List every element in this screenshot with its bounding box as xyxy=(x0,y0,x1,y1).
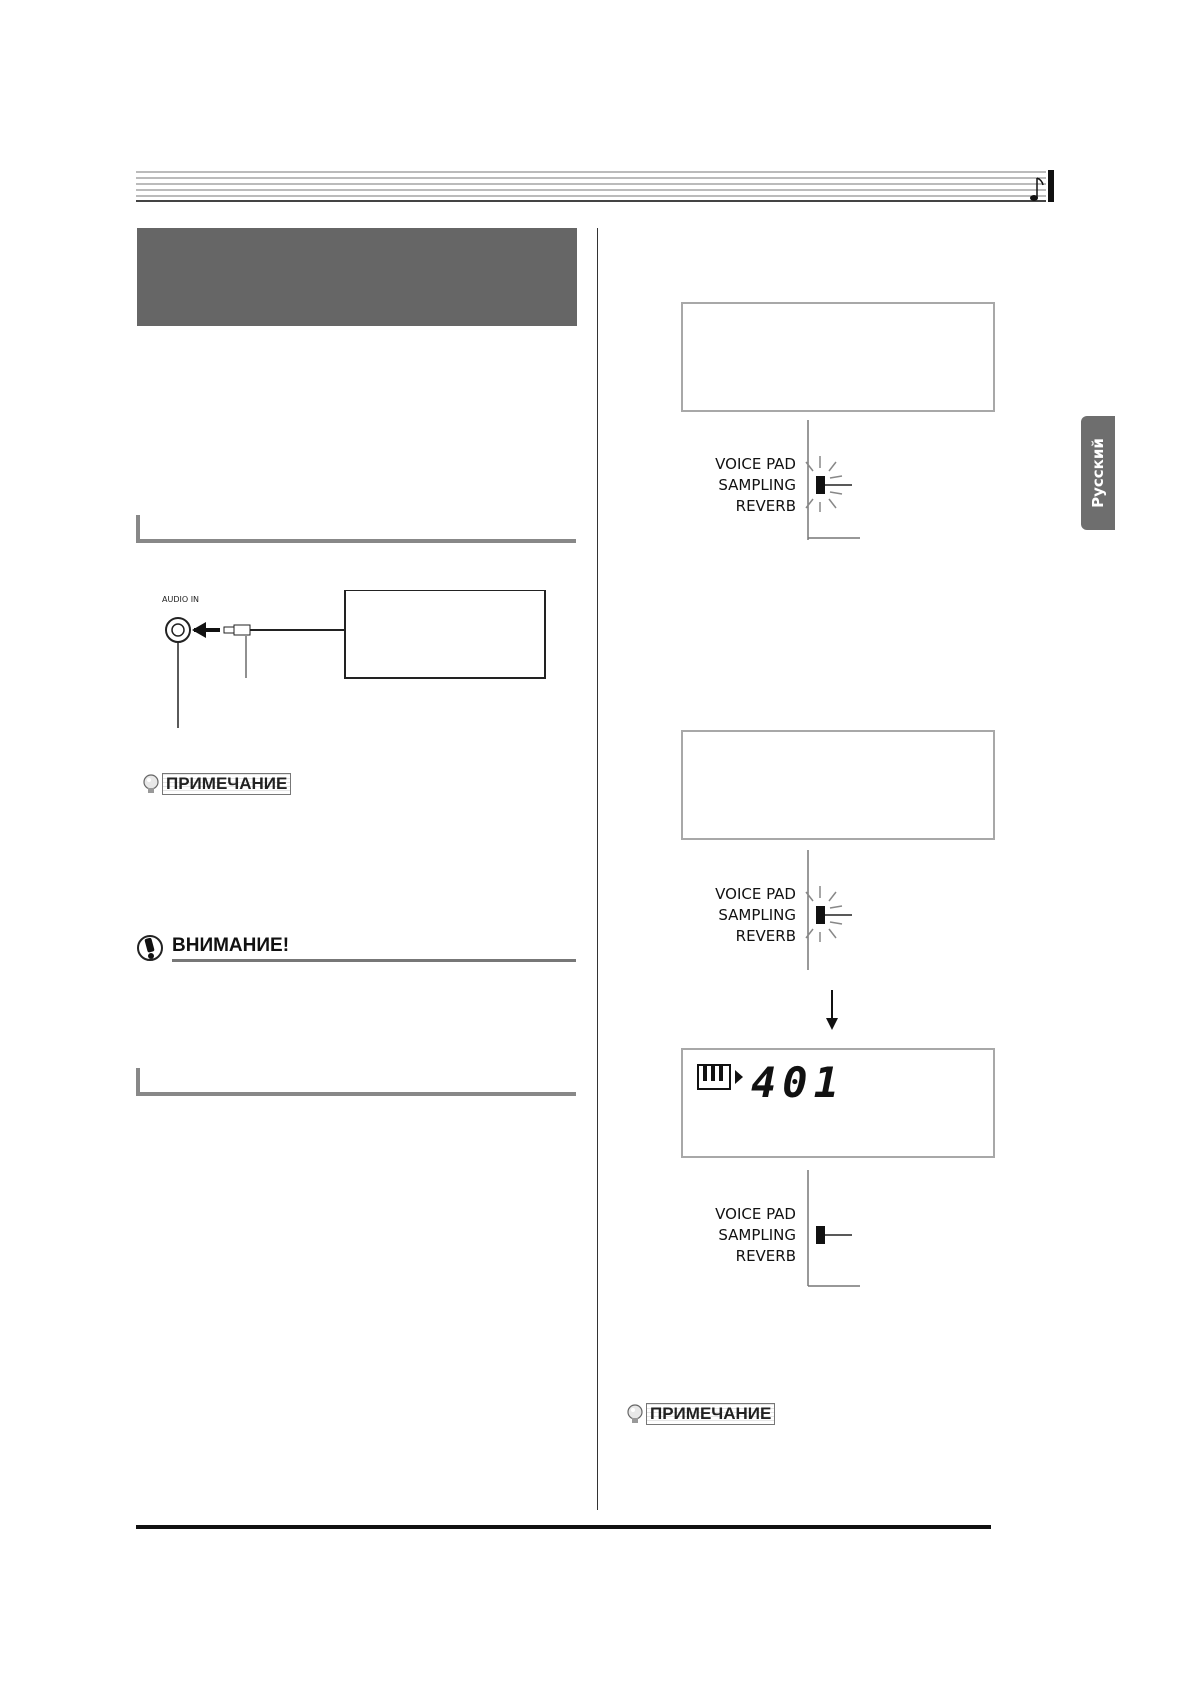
lcd-display-2 xyxy=(681,730,995,840)
section-title-banner xyxy=(137,228,577,326)
warning-label: ВНИМАНИЕ! xyxy=(172,935,290,956)
column-divider xyxy=(597,228,598,1510)
lcd-display-1 xyxy=(681,302,995,412)
language-tab-label: Русский xyxy=(1089,438,1107,508)
lightbulb-icon xyxy=(140,773,162,795)
audio-jack-icon xyxy=(166,618,190,642)
indicator-panel-2 xyxy=(700,850,900,970)
audio-plug-icon xyxy=(224,625,345,635)
lcd-display-3 xyxy=(681,1048,995,1158)
lcd-number-readout: 401 xyxy=(751,1058,845,1107)
label-voice-pad: VOICE PAD xyxy=(715,885,796,903)
warning-rule xyxy=(172,959,576,962)
label-sampling: SAMPLING xyxy=(718,1226,796,1244)
label-reverb: REVERB xyxy=(735,927,796,945)
language-tab[interactable] xyxy=(1081,416,1115,530)
indicator-labels xyxy=(715,1204,796,1267)
label-sampling: SAMPLING xyxy=(718,476,796,494)
arrow-left-icon xyxy=(192,622,220,638)
audio-in-connection-diagram xyxy=(150,590,560,730)
label-reverb: REVERB xyxy=(735,497,796,515)
label-sampling: SAMPLING xyxy=(718,906,796,924)
arrow-down-icon xyxy=(824,990,840,1030)
warning-icon xyxy=(136,933,168,963)
subsection-heading-rule xyxy=(136,1068,576,1096)
header-staff xyxy=(136,170,1056,204)
indicator-labels xyxy=(715,884,796,947)
note-label: ПРИМЕЧАНИЕ xyxy=(162,773,291,795)
indicator-panel-3 xyxy=(700,1170,900,1290)
lightbulb-icon xyxy=(624,1403,646,1425)
subsection-heading-rule xyxy=(136,515,576,543)
keyboard-icon xyxy=(697,1064,749,1092)
indicator-panel-1 xyxy=(700,420,900,540)
label-reverb: REVERB xyxy=(735,1247,796,1265)
note-badge xyxy=(140,772,291,796)
warning-heading xyxy=(136,933,576,963)
external-device-box xyxy=(345,590,545,678)
page-bottom-rule xyxy=(136,1525,991,1529)
note-label: ПРИМЕЧАНИЕ xyxy=(646,1403,775,1425)
note-badge xyxy=(624,1402,775,1426)
label-voice-pad: VOICE PAD xyxy=(715,1205,796,1223)
indicator-labels xyxy=(715,454,796,517)
audio-in-label: AUDIO IN xyxy=(162,595,200,604)
label-voice-pad: VOICE PAD xyxy=(715,455,796,473)
